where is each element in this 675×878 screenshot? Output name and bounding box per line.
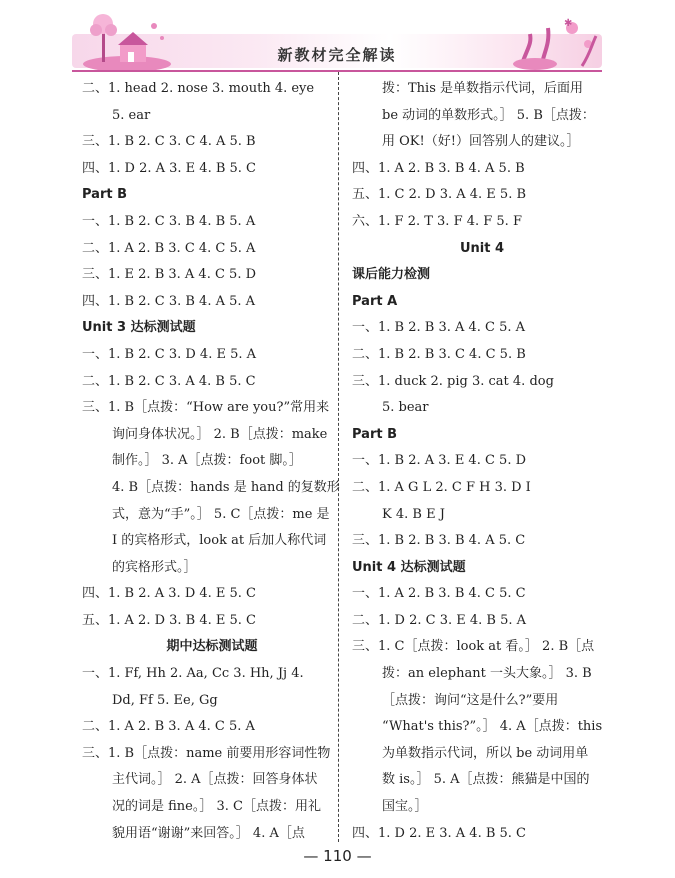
answer-line: Dd, Ff 5. Ee, Gg xyxy=(112,692,218,708)
answer-line: 三、1. B 2. C 3. C 4. A 5. B xyxy=(82,134,256,150)
answer-line: 5. ear xyxy=(112,107,151,123)
answer-line: 期中达标测试题 xyxy=(166,639,258,655)
answer-line: Part B xyxy=(352,426,398,442)
answer-line: 五、1. A 2. D 3. B 4. E 5. C xyxy=(82,612,257,628)
answer-line: 二、1. D 2. C 3. E 4. B 5. A xyxy=(352,612,527,628)
answer-line: 制作。］ 3. A［点拨：foot 脚。］ xyxy=(112,453,302,469)
answer-line: Unit 4 达标测试题 xyxy=(352,559,466,575)
answer-line: “What's this?”。］ 4. A［点拨：this xyxy=(382,719,603,735)
answer-line: 四、1. B 2. C 3. B 4. A 5. A xyxy=(82,293,256,309)
answer-line: 询问身体状况。］ 2. B［点拨：make xyxy=(112,426,328,442)
answer-line: 一、1. B 2. B 3. A 4. C 5. A xyxy=(352,320,526,336)
answer-line: 四、1. B 2. A 3. D 4. E 5. C xyxy=(82,586,257,602)
answer-line: 一、1. B 2. C 3. D 4. E 5. A xyxy=(82,346,257,362)
answer-line: Unit 4 xyxy=(459,240,505,256)
answer-line: 三、1. B［点拨：“How are you?”常用来 xyxy=(82,400,330,416)
answer-line: Part A xyxy=(352,293,398,309)
page-header xyxy=(72,8,602,66)
answer-line: 数 is。］ 5. A［点拨：熊猫是中国的 xyxy=(382,772,590,788)
answer-line: 貌用语“谢谢”来回答。］ 4. A［点 xyxy=(112,825,305,841)
answer-line: 二、1. B 2. C 3. A 4. B 5. C xyxy=(82,373,256,389)
answer-line: 式，意为“手”。］ 5. C［点拨：me 是 xyxy=(112,506,330,522)
answer-line: ［点拨：询问“这是什么?”要用 xyxy=(382,692,559,708)
answer-line: 的宾格形式。］ xyxy=(112,559,197,575)
answer-line: 5. bear xyxy=(382,400,429,416)
answer-line: 二、1. A G L 2. C F H 3. D I xyxy=(352,479,531,495)
page-number: — 110 — xyxy=(303,847,372,865)
answer-line: 国宝。］ xyxy=(382,799,428,815)
answer-line: K 4. B E J xyxy=(382,506,445,522)
header-title: 新教材完全解读 xyxy=(277,46,397,64)
answer-line: 拨：an elephant 一头大象。］ 3. B xyxy=(382,666,592,682)
answer-line: 4. B［点拨：hands 是 hand 的复数形 xyxy=(112,479,340,495)
answer-line: 用 OK!（好!）回答别人的建议。］ xyxy=(382,134,580,150)
answer-line: 况的词是 fine。］ 3. C［点拨：用礼 xyxy=(112,799,321,815)
right-column xyxy=(352,76,612,847)
answer-line: 三、1. B［点拨：name 前要用形容词性物 xyxy=(82,745,331,761)
answer-line: 三、1. duck 2. pig 3. cat 4. dog xyxy=(352,373,554,389)
left-column xyxy=(82,76,342,847)
answer-line: Unit 3 达标测试题 xyxy=(82,320,196,336)
answer-line: 三、1. C［点拨：look at 看。］ 2. B［点 xyxy=(352,639,595,655)
answer-line: 六、1. F 2. T 3. F 4. F 5. F xyxy=(352,213,522,229)
answer-line: 一、1. Ff, Hh 2. Aa, Cc 3. Hh, Jj 4. xyxy=(82,666,304,682)
answer-line: 四、1. D 2. A 3. E 4. B 5. C xyxy=(82,160,257,176)
answer-line: 一、1. A 2. B 3. B 4. C 5. C xyxy=(352,586,526,602)
answer-line: 为单数指示代词，所以 be 动词用单 xyxy=(382,745,589,761)
answer-line: 二、1. A 2. B 3. C 4. C 5. A xyxy=(82,240,256,256)
answer-line: 二、1. B 2. B 3. C 4. C 5. B xyxy=(352,346,526,362)
answer-line: I 的宾格形式，look at 后加人称代词 xyxy=(112,533,327,549)
answer-line: be 动词的单数形式。］ 5. B［点拨： xyxy=(382,107,595,123)
answer-line: 一、1. B 2. A 3. E 4. C 5. D xyxy=(352,453,527,469)
answer-line: 课后能力检测 xyxy=(352,267,431,283)
svg-text:✱: ✱ xyxy=(564,18,573,29)
answer-line: 二、1. A 2. B 3. A 4. C 5. A xyxy=(82,719,255,735)
answer-line: 拨：This 是单数指示代词，后面用 xyxy=(382,81,584,96)
answer-line: 主代词。］ 2. A［点拨：回答身体状 xyxy=(112,772,318,788)
header-underline xyxy=(72,70,602,72)
answer-line: 五、1. C 2. D 3. A 4. E 5. B xyxy=(352,187,527,203)
answer-line: 三、1. E 2. B 3. A 4. C 5. D xyxy=(82,267,257,283)
answer-line: 四、1. D 2. E 3. A 4. B 5. C xyxy=(352,825,527,841)
answer-line: 二、1. head 2. nose 3. mouth 4. eye xyxy=(82,81,315,96)
answer-line: 一、1. B 2. C 3. B 4. B 5. A xyxy=(82,213,256,229)
answer-line: 三、1. B 2. B 3. B 4. A 5. C xyxy=(352,533,526,549)
answer-line: Part B xyxy=(82,187,128,203)
answer-line: 四、1. A 2. B 3. B 4. A 5. B xyxy=(352,160,525,176)
